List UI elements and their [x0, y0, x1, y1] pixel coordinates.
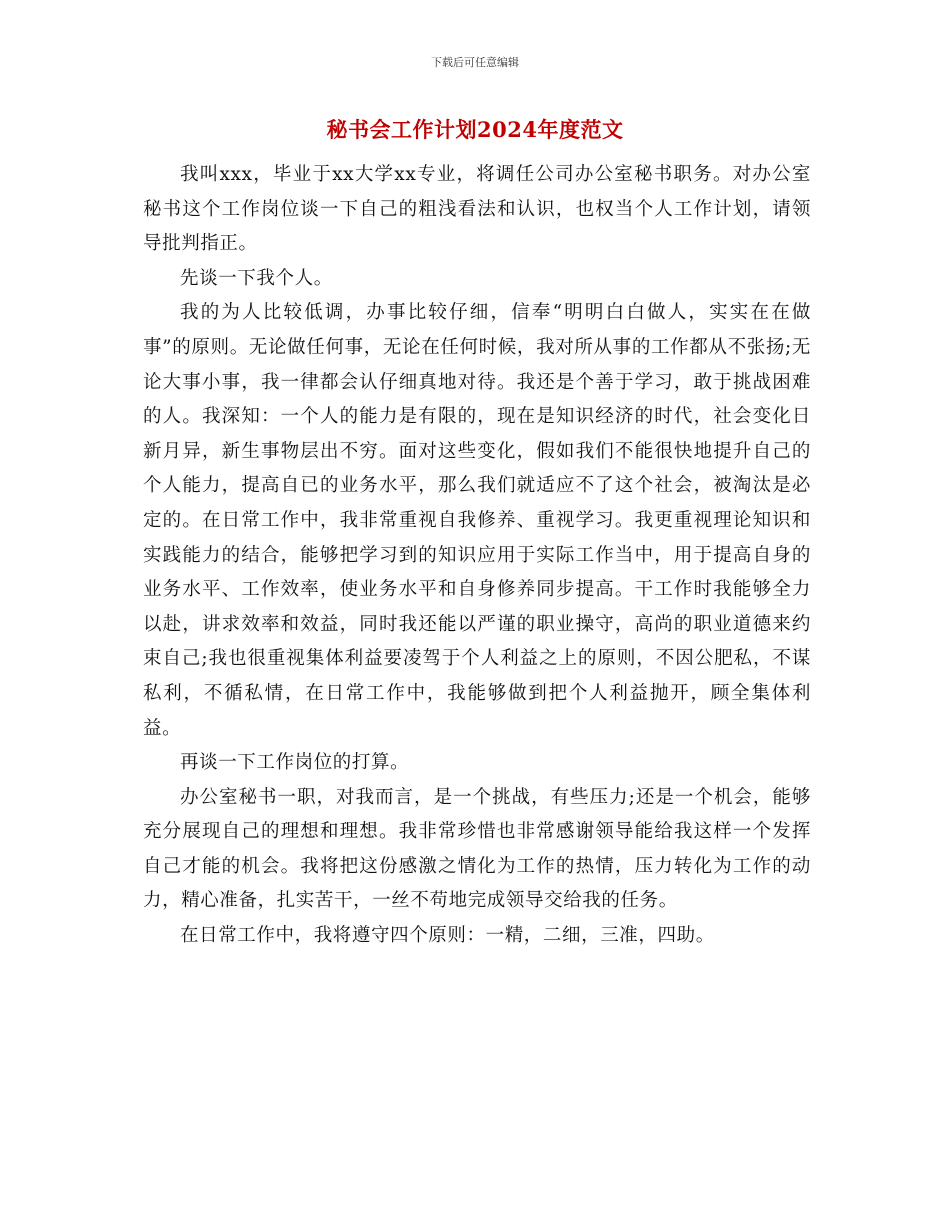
document-title: 秘书会工作计划2024年度范文 — [326, 117, 624, 142]
paragraph-four-principles: 在日常工作中，我将遵守四个原则：一精，二细，三准，四助。 — [180, 925, 715, 947]
paragraph-intro: 我叫xxx，毕业于xx大学xx专业，将调任公司办公室秘书职务。对办公室秘书这个工作岗位谈一下自己的粗浅看法和认识，也权当个人工作计划，请领导批判指正。 — [143, 164, 811, 255]
header-note: 下载后可任意编辑 — [431, 56, 519, 69]
paragraph-personal-details: 我的为人比较低调，办事比较仔细，信奉“明明白白做人，实实在在做事”的原则。无论做任何事，无论在任何时候，我对所从事的工作都从不张扬;无论大事小事，我一律都会认仔细真地对待。我还是个善于学习，敢于挑战困难的人。我深知：一个人的能力是有限的，现在是知识经济的时代，社会变化日新月异，新生事物层出不穷。面对这些变化，假如我们不能很快地提升自己的个人能力，提高自已的业务水平，那么我们就适应不了这个社会，被淘汰是必定的。在日常工作中，我非常重视自我修养、重视学习。我更重视理论知识和实践能力的结合，能够把学习到的知识应用于实际工作当中，用于提高自身的业务水平、工作效率，使业务水平和自身修养同步提高。干工作时我能够全力以赴，讲求效率和效益，同时我还能以严谨的职业操守，高尚的职业道德来约束自己;我也很重视集体利益要凌驾于个人利益之上的原则，不因公肥私，不谋私利，不循私情，在日常工作中，我能够做到把个人利益抛开，顾全集体利益。 — [143, 302, 811, 739]
document-body — [143, 158, 811, 954]
paragraph-job-plan-details: 办公室秘书一职，对我而言，是一个挑战，有些压力;还是一个机会，能够充分展现自己的理想和理想。我非常珍惜也非常感谢领导能给我这样一个发挥自己才能的机会。我将把这份感激之情化为工作的热情，压力转化为工作的动力，精心准备，扎实苦干，一丝不苟地完成领导交给我的任务。 — [143, 786, 811, 912]
paragraph-section-job-plan: 再谈一下工作岗位的打算。 — [180, 752, 410, 774]
paragraph-section-personal: 先谈一下我个人。 — [180, 267, 333, 289]
